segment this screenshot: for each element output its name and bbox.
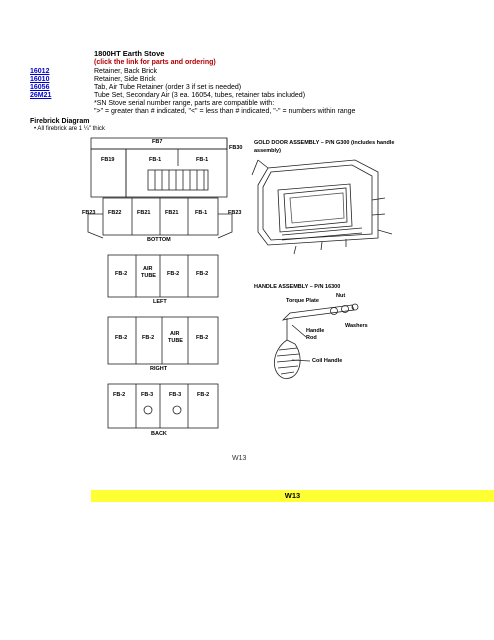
- symbol-note: ">" = greater than # indicated, "<" = less than # indicated, "-" = numbers within range: [94, 108, 356, 115]
- door-assembly-drawing: [252, 160, 392, 254]
- section-bar: [91, 490, 494, 502]
- label-fb2: FB-2: [196, 271, 209, 277]
- part-desc: Tube Set, Secondary Air (3 ea. 16054, tubes, retainer tabs included): [94, 92, 306, 99]
- part-link[interactable]: 16010: [30, 76, 50, 83]
- label-fb1: FB-1: [196, 157, 209, 163]
- label-fb2: FB-2: [115, 335, 128, 341]
- label-fb2: FB-2: [115, 271, 128, 277]
- bottom-bricks: [103, 198, 218, 235]
- label-fb2: FB-2: [167, 271, 180, 277]
- label-fb21: FB21: [137, 210, 151, 216]
- label-fb22: FB22: [108, 210, 122, 216]
- label-left: LEFT: [153, 299, 167, 305]
- label-fb2: FB-2: [196, 335, 209, 341]
- label-torque-plate: Torque Plate: [286, 298, 319, 304]
- firebrick-title: Firebrick Diagram: [30, 118, 90, 125]
- label-tube: TUBE: [168, 338, 183, 344]
- page-label: W13: [232, 455, 247, 462]
- part-link[interactable]: 16012: [30, 68, 50, 75]
- door-assembly-title: GOLD DOOR ASSEMBLY – P/N G300 (includes handle: [254, 140, 395, 146]
- label-fb30: FB30: [229, 145, 243, 151]
- hole: [144, 406, 152, 414]
- label-air: AIR: [170, 331, 180, 337]
- label-bottom: BOTTOM: [147, 237, 171, 243]
- label-fb23: FB23: [228, 210, 242, 216]
- part-desc: Retainer, Back Brick: [94, 68, 158, 75]
- label-coil-handle: Coil Handle: [312, 358, 343, 364]
- label-tube: TUBE: [141, 273, 156, 279]
- part-desc: Retainer, Side Brick: [94, 76, 156, 83]
- label-air: AIR: [143, 266, 153, 272]
- label-right: RIGHT: [150, 366, 168, 372]
- label-fb23: FB23: [82, 210, 96, 216]
- label-fb21: FB21: [165, 210, 179, 216]
- label-rod: Rod: [306, 335, 317, 341]
- door-assembly-title-cont: assembly): [254, 148, 281, 154]
- label-handle: Handle: [306, 328, 325, 334]
- hole: [173, 406, 181, 414]
- serial-note: *SN Stove serial number range, parts are compatible with:: [94, 100, 275, 107]
- back-bricks: [108, 384, 218, 428]
- part-desc: Tab, Air Tube Retainer (order 3 if set is needed): [94, 84, 242, 91]
- handle-assembly-drawing: [274, 304, 358, 378]
- handle-assembly-title: HANDLE ASSEMBLY – P/N 16300: [254, 284, 341, 290]
- label-back: BACK: [151, 431, 167, 437]
- label-washers: Washers: [345, 323, 368, 329]
- label-nut: Nut: [336, 293, 346, 299]
- page-subtitle: (click the link for parts and ordering): [94, 59, 216, 66]
- label-fb1: FB-1: [195, 210, 208, 216]
- label-fb1: FB-1: [149, 157, 162, 163]
- section-bar-label: W13: [284, 491, 301, 500]
- label-fb2: FB-2: [142, 335, 155, 341]
- label-fb7: FB7: [152, 139, 163, 145]
- label-fb3: FB-3: [141, 392, 154, 398]
- label-fb19: FB19: [101, 157, 115, 163]
- part-link[interactable]: 16056: [30, 84, 50, 91]
- part-link[interactable]: 26M21: [30, 92, 52, 99]
- vent-grid: [148, 170, 208, 190]
- label-fb3: FB-3: [169, 392, 182, 398]
- page-title: 1800HT Earth Stove: [94, 49, 165, 58]
- firebrick-note: • All firebrick are 1 ¼" thick: [34, 126, 105, 132]
- label-fb2: FB-2: [197, 392, 210, 398]
- label-fb2: FB-2: [113, 392, 126, 398]
